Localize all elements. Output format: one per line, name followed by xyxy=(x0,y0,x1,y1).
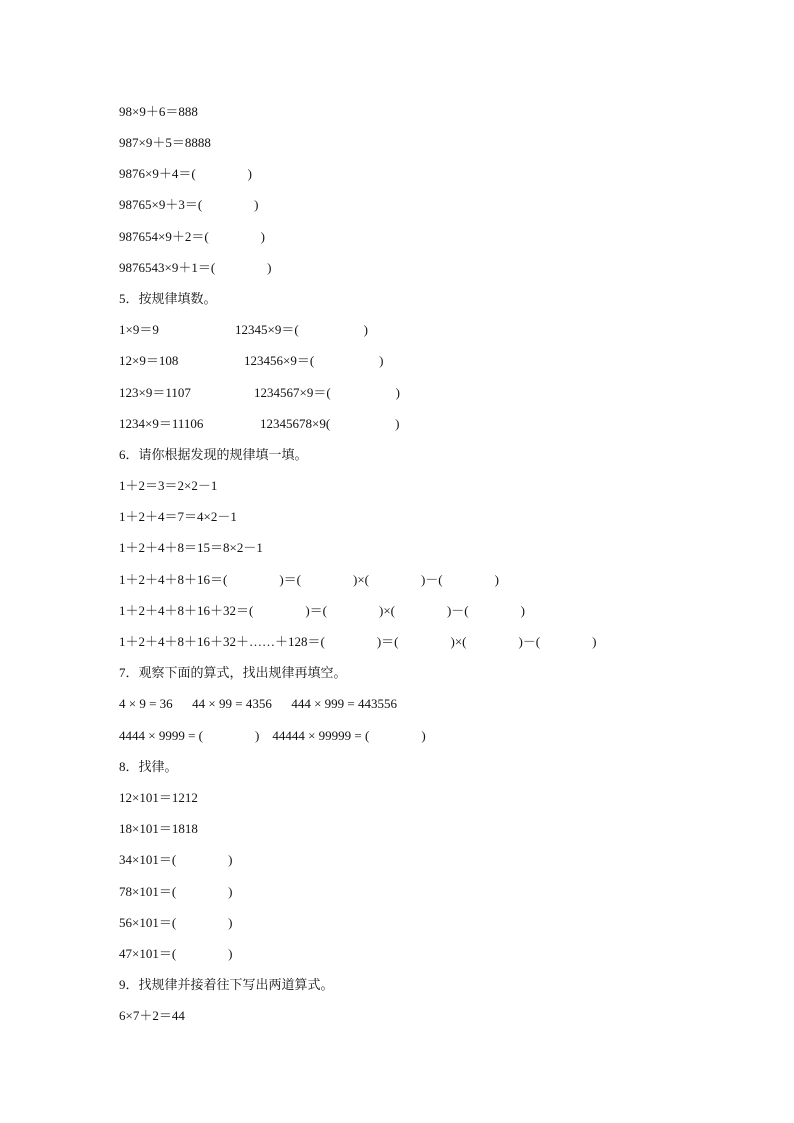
q8-line-6: 47×101＝( ) xyxy=(119,946,233,961)
q4-line-5: 987654×9＋2＝( ) xyxy=(119,229,265,244)
q8-heading: 8．找律。 xyxy=(119,759,178,774)
q4-line-2: 987×9＋5＝8888 xyxy=(119,135,211,150)
q4-line-3: 9876×9＋4＝( ) xyxy=(119,166,252,181)
q9-heading: 9．找规律并接着往下写出两道算式。 xyxy=(119,977,334,992)
q5-row-1-right: 12345×9＝( ) xyxy=(235,322,368,337)
q8-line-1: 12×101＝1212 xyxy=(119,790,198,805)
q4-line-1: 98×9＋6＝888 xyxy=(119,104,198,119)
q8-line-4: 78×101＝( ) xyxy=(119,884,233,899)
q5-row-3-left: 123×9＝1107 xyxy=(119,385,191,400)
q6-heading: 6．请你根据发现的规律填一填。 xyxy=(119,447,308,462)
q8-line-5: 56×101＝( ) xyxy=(119,915,233,930)
q5-row-1-left: 1×9＝9 xyxy=(119,322,159,337)
q5-row-2-left: 12×9＝108 xyxy=(119,353,179,368)
q5-row-3-right: 1234567×9＝( ) xyxy=(254,385,400,400)
q6-line-6: 1＋2＋4＋8＋16＋32＋……＋128＝( )＝( )×( )－( ) xyxy=(119,634,597,649)
q5-heading: 5．按规律填数。 xyxy=(119,291,217,306)
q9-line-1: 6×7＋2＝44 xyxy=(119,1008,185,1023)
q6-line-3: 1＋2＋4＋8＝15＝8×2－1 xyxy=(119,540,263,555)
q5-row-4-right: 12345678×9( ) xyxy=(260,416,400,431)
q8-line-3: 34×101＝( ) xyxy=(119,852,233,867)
q7-heading: 7．观察下面的算式，找出规律再填空。 xyxy=(119,665,347,680)
q6-line-5: 1＋2＋4＋8＋16＋32＝( )＝( )×( )－( ) xyxy=(119,603,525,618)
q5-row-4-left: 1234×9＝11106 xyxy=(119,416,204,431)
q8-line-2: 18×101＝1818 xyxy=(119,821,198,836)
q6-line-2: 1＋2＋4＝7＝4×2－1 xyxy=(119,509,237,524)
q4-line-4: 98765×9＋3＝( ) xyxy=(119,197,259,212)
q6-line-4: 1＋2＋4＋8＋16＝( )＝( )×( )－( ) xyxy=(119,572,499,587)
q5-row-2-right: 123456×9＝( ) xyxy=(244,353,384,368)
q6-line-1: 1＋2＝3＝2×2－1 xyxy=(119,478,218,493)
q7-line-2: 4444 × 9999 = ( ) 44444 × 99999 = ( ) xyxy=(119,728,426,743)
q7-line-1: 4 × 9 = 36 44 × 99 = 4356 444 × 999 = 443556 xyxy=(119,696,397,711)
q4-line-6: 9876543×9＋1＝( ) xyxy=(119,260,272,275)
